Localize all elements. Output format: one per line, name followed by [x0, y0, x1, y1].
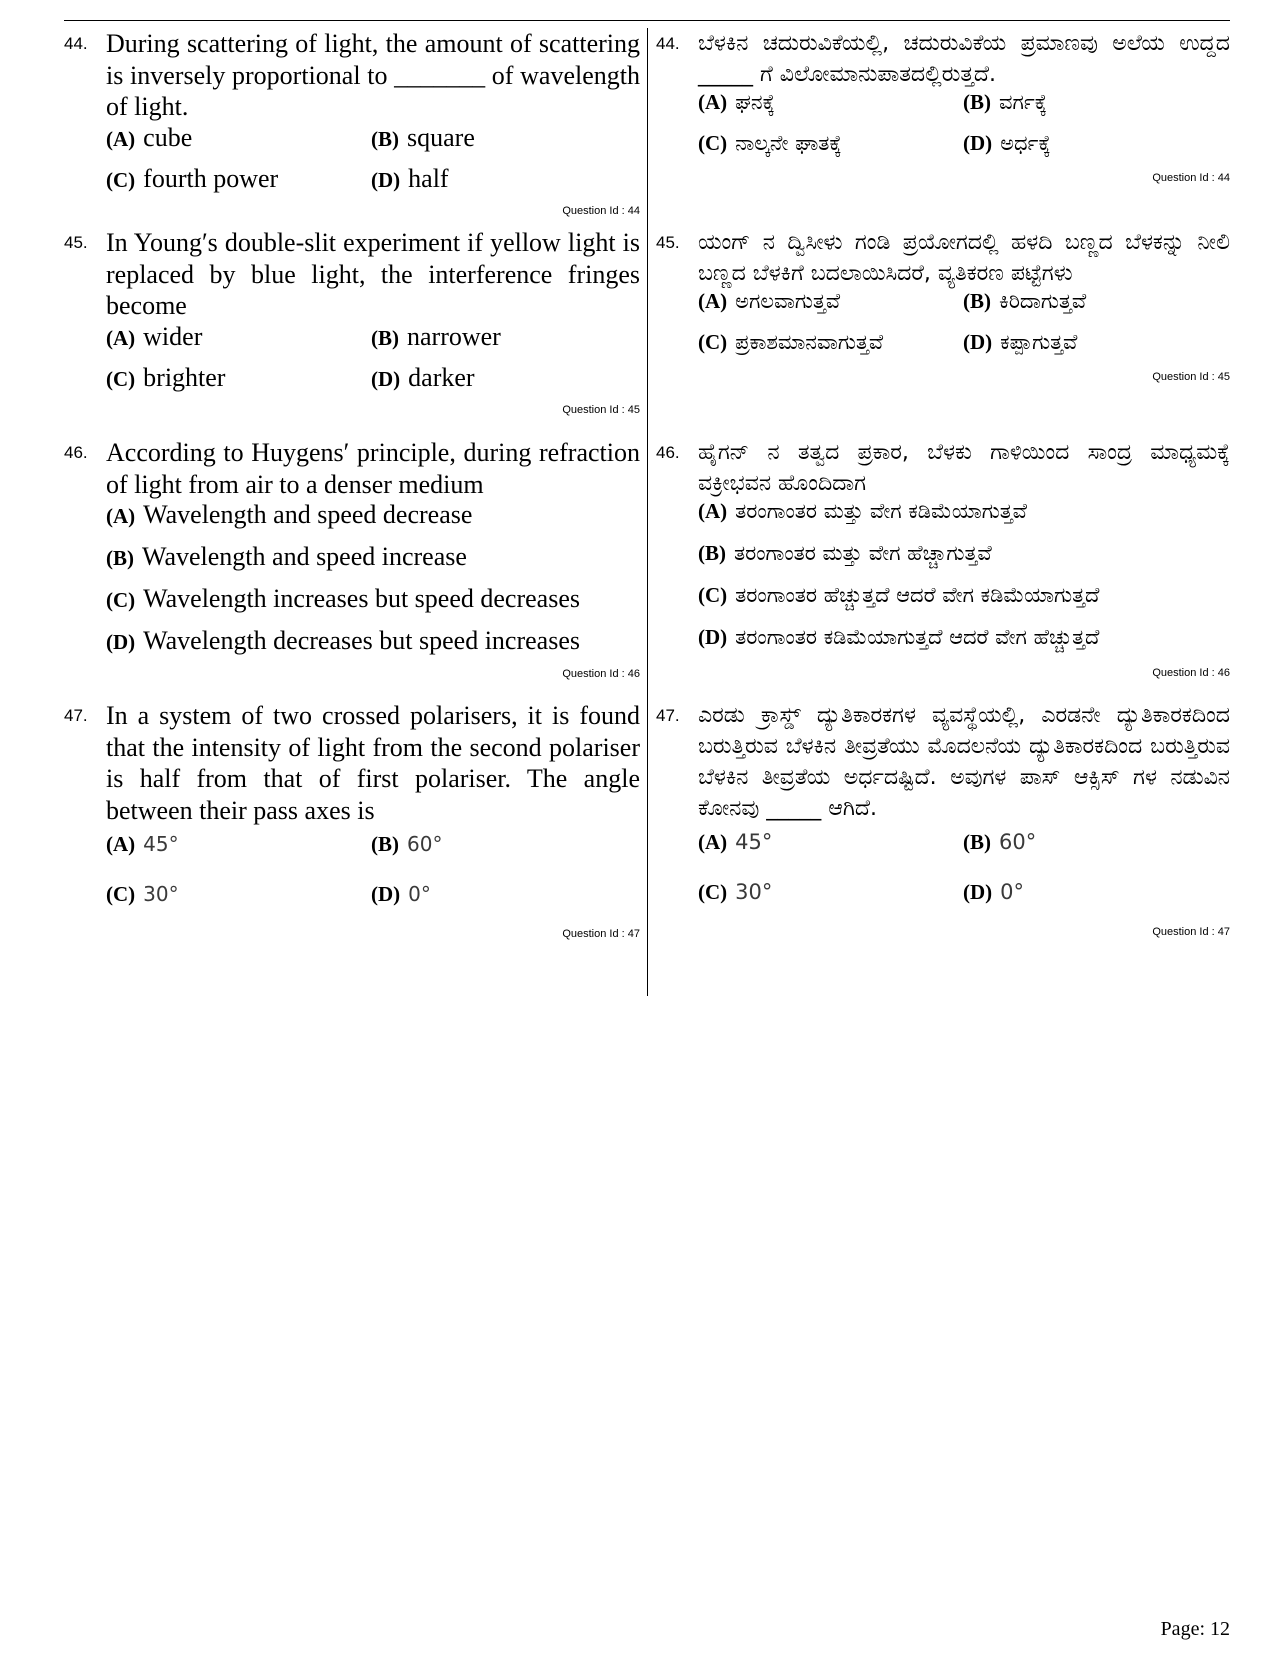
option-d[interactable] — [371, 882, 636, 928]
option-text: Wavelength decreases but speed increases — [143, 626, 580, 655]
question-number: 46. — [64, 443, 88, 462]
option-a[interactable] — [698, 289, 963, 330]
option-a[interactable] — [106, 500, 640, 542]
options — [656, 499, 1230, 667]
option-text: ತರಂಗಾಂತರ ಕಡಿಮೆಯಾಗುತ್ತದೆ ಆದರೆ ವೇಗ ಹೆಚ್ಚುತ್ತದೆ — [735, 625, 1100, 649]
option-d[interactable] — [963, 131, 1228, 172]
option-label: (C) — [698, 131, 728, 155]
question-text: In Young′s double-slit experiment if yellow light is replaced by blue light, the interference fringes become — [106, 228, 640, 320]
option-label: (C) — [106, 882, 136, 906]
option-text: 45° — [735, 830, 773, 854]
option-b[interactable] — [371, 832, 636, 882]
option-label: (C) — [106, 588, 136, 612]
question-text: ಎರಡು ಕ್ರಾಸ್ಡ್ ದ್ಯುತಿಕಾರಕಗಳ ವ್ಯವಸ್ಥೆಯಲ್ಲಿ, ಎರಡನೇ ದ್ಯುತಿಕಾರಕದಿಂದ ಬರುತ್ತಿರುವ ಬೆಳಕಿನ ತೀವ್ರತೆಯು ಮೊದಲನೆಯ ದ್ಯುತಿಕಾರಕದಿಂದ ಬರುತ್ತಿರುವ ಬೆಳಕಿನ ತೀವ್ರತೆಯ ಅರ್ಧದಷ್ಟಿದೆ. ಅವುಗಳ ಪಾಸ್ ಆಕ್ಸಿಸ್ ಗಳ ನಡುವಿನ ಕೋನವು _____ ಆಗಿದೆ. — [698, 703, 1230, 821]
option-text: ನಾಲ್ಕನೇ ಘಾತಕ್ಕೆ — [735, 131, 842, 155]
option-label: (D) — [963, 131, 993, 155]
question-id: Question Id : 45 — [1152, 371, 1230, 383]
option-b[interactable] — [963, 830, 1228, 880]
option-c[interactable] — [698, 330, 963, 371]
question-id: Question Id : 47 — [1152, 926, 1230, 938]
option-label: (A) — [698, 90, 728, 114]
options — [64, 826, 640, 928]
option-text: ಕಪ್ಪಾಗುತ್ತವೆ — [1000, 330, 1078, 354]
option-text: ತರಂಗಾಂತರ ಮತ್ತು ವೇಗ ಕಡಿಮೆಯಾಗುತ್ತವೆ — [735, 499, 1028, 523]
option-label: (C) — [106, 167, 136, 192]
option-text: ಪ್ರಕಾಶಮಾನವಾಗುತ್ತವೆ — [735, 330, 884, 354]
question-44-en — [64, 28, 640, 227]
kannada-column — [656, 28, 1230, 942]
option-text: ಘನಕ್ಕೆ — [735, 90, 775, 114]
option-text: brighter — [143, 362, 226, 392]
options — [656, 824, 1230, 926]
option-b[interactable] — [963, 90, 1228, 131]
question-id: Question Id : 45 — [562, 403, 640, 416]
option-text: 60° — [407, 832, 443, 856]
option-a[interactable] — [698, 830, 963, 880]
option-text: cube — [143, 122, 193, 152]
option-c[interactable] — [106, 363, 371, 404]
option-b[interactable] — [371, 322, 636, 363]
top-rule — [64, 20, 1230, 21]
option-text: 0° — [1000, 880, 1025, 904]
option-label: (A) — [106, 325, 136, 350]
option-label: (D) — [371, 882, 401, 906]
option-label: (D) — [371, 366, 401, 391]
option-label: (C) — [698, 330, 728, 354]
question-44-kn — [656, 28, 1230, 227]
option-label: (A) — [698, 499, 728, 523]
option-label: (B) — [698, 541, 726, 565]
options — [656, 90, 1230, 172]
question-46-kn — [656, 437, 1230, 700]
question-number: 44. — [656, 34, 680, 53]
option-label: (D) — [698, 625, 728, 649]
question-46-en — [64, 437, 640, 700]
option-label: (B) — [106, 546, 134, 570]
option-text: 30° — [143, 882, 179, 906]
option-text: wider — [143, 321, 203, 351]
option-label: (D) — [963, 330, 993, 354]
option-d[interactable] — [371, 164, 636, 205]
option-b[interactable] — [963, 289, 1228, 330]
options — [64, 123, 640, 205]
question-number: 47. — [656, 706, 680, 725]
option-text: narrower — [407, 321, 501, 351]
option-text: ವರ್ಗಕ್ಕೆ — [999, 90, 1048, 114]
option-text: square — [407, 122, 475, 152]
option-label: (B) — [371, 325, 399, 350]
option-b[interactable] — [698, 541, 1230, 583]
option-a[interactable] — [106, 123, 371, 164]
option-a[interactable] — [106, 832, 371, 882]
option-d[interactable] — [698, 625, 1230, 667]
question-text: ಯಂಗ್ ನ ದ್ವಿಸೀಳು ಗಂಡಿ ಪ್ರಯೋಗದಲ್ಲಿ ಹಳದಿ ಬಣ್ಣದ ಬೆಳಕನ್ನು ನೀಲಿ ಬಣ್ಣದ ಬೆಳಕಿಗೆ ಬದಲಾಯಿಸಿದರೆ, ವ್ಯತಿಕರಣ ಪಟ್ಟೆಗಳು — [698, 230, 1230, 286]
option-d[interactable] — [963, 330, 1228, 371]
option-text: 30° — [735, 880, 773, 904]
option-c[interactable] — [698, 131, 963, 172]
question-id: Question Id : 46 — [562, 668, 640, 680]
page-number: Page: 12 — [1160, 1618, 1230, 1640]
option-d[interactable] — [963, 880, 1228, 926]
question-text: ಹೈಗನ್ ನ ತತ್ವದ ಪ್ರಕಾರ, ಬೆಳಕು ಗಾಳಿಯಿಂದ ಸಾಂದ್ರ ಮಾಧ್ಯಮಕ್ಕೆ ವಕ್ರೀಭವನ ಹೊಂದಿದಾಗ — [698, 440, 1230, 496]
options — [64, 322, 640, 404]
question-45-kn — [656, 227, 1230, 437]
option-label: (D) — [106, 630, 136, 654]
option-text: ಕಿರಿದಾಗುತ್ತವೆ — [999, 289, 1087, 313]
option-label: (B) — [963, 830, 991, 854]
question-id: Question Id : 44 — [562, 204, 640, 217]
question-text: According to Huygens′ principle, during refraction of light from air to a denser medium — [106, 438, 640, 499]
question-47-en — [64, 700, 640, 944]
option-label: (A) — [698, 289, 728, 313]
question-number: 45. — [64, 233, 88, 252]
option-label: (B) — [963, 289, 991, 313]
option-label: (A) — [106, 832, 136, 856]
question-text: ಬೆಳಕಿನ ಚದುರುವಿಕೆಯಲ್ಲಿ, ಚದುರುವಿಕೆಯ ಪ್ರಮಾಣವು ಅಲೆಯ ಉದ್ದದ _____ ಗೆ ವಿಲೋಮಾನುಪಾತದಲ್ಲಿರುತ್ತದೆ. — [698, 31, 1230, 87]
option-text: half — [408, 163, 449, 193]
question-47-kn — [656, 700, 1230, 942]
option-text: ಅರ್ಧಕ್ಕೆ — [1000, 131, 1051, 155]
option-b[interactable] — [371, 123, 636, 164]
option-label: (A) — [698, 830, 728, 854]
question-number: 47. — [64, 706, 88, 725]
option-text: fourth power — [143, 163, 279, 193]
option-c[interactable] — [698, 583, 1230, 625]
option-c[interactable] — [106, 882, 371, 928]
option-text: Wavelength increases but speed decreases — [143, 584, 580, 613]
question-number: 46. — [656, 443, 680, 462]
option-label: (D) — [371, 167, 401, 192]
question-45-en — [64, 227, 640, 437]
option-text: Wavelength and speed increase — [142, 542, 467, 571]
option-text: Wavelength and speed decrease — [143, 500, 473, 529]
option-d[interactable] — [106, 626, 640, 668]
english-column — [64, 28, 640, 944]
option-b[interactable] — [106, 542, 640, 584]
question-id: Question Id : 47 — [562, 928, 640, 940]
option-label: (C) — [106, 366, 136, 391]
question-text: During scattering of light, the amount of scattering is inversely proportional to _______ of wavelength of light. — [106, 29, 640, 121]
option-label: (D) — [963, 880, 993, 904]
option-label: (C) — [698, 880, 728, 904]
option-text: 0° — [408, 882, 431, 906]
option-d[interactable] — [371, 363, 636, 404]
option-a[interactable] — [698, 499, 1230, 541]
question-text: In a system of two crossed polarisers, it is found that the intensity of light from the second polariser is half from that of first polariser. The angle between their pass axes is — [106, 701, 640, 825]
option-text: ತರಂಗಾಂತರ ಮತ್ತು ವೇಗ ಹೆಚ್ಚಾಗುತ್ತವೆ — [734, 541, 992, 565]
option-label: (C) — [698, 583, 728, 607]
option-label: (B) — [963, 90, 991, 114]
option-text: 45° — [143, 832, 179, 856]
option-c[interactable] — [106, 164, 371, 205]
option-text: ತರಂಗಾಂತರ ಹೆಚ್ಚುತ್ತದೆ ಆದರೆ ವೇಗ ಕಡಿಮೆಯಾಗುತ್ತದೆ — [735, 583, 1100, 607]
option-text: 60° — [999, 830, 1037, 854]
option-label: (B) — [371, 832, 399, 856]
option-text: ಅಗಲವಾಗುತ್ತವೆ — [735, 289, 841, 313]
options — [656, 289, 1230, 371]
option-a[interactable] — [698, 90, 963, 131]
option-label: (A) — [106, 126, 136, 151]
question-number: 45. — [656, 233, 680, 252]
option-label: (A) — [106, 504, 136, 528]
option-c[interactable] — [698, 880, 963, 926]
option-c[interactable] — [106, 584, 640, 626]
option-label: (B) — [371, 126, 399, 151]
question-number: 44. — [64, 34, 88, 53]
column-divider — [647, 28, 648, 996]
option-text: darker — [408, 362, 475, 392]
question-id: Question Id : 46 — [1152, 667, 1230, 679]
question-id: Question Id : 44 — [1152, 172, 1230, 184]
option-a[interactable] — [106, 322, 371, 363]
options — [64, 500, 640, 668]
